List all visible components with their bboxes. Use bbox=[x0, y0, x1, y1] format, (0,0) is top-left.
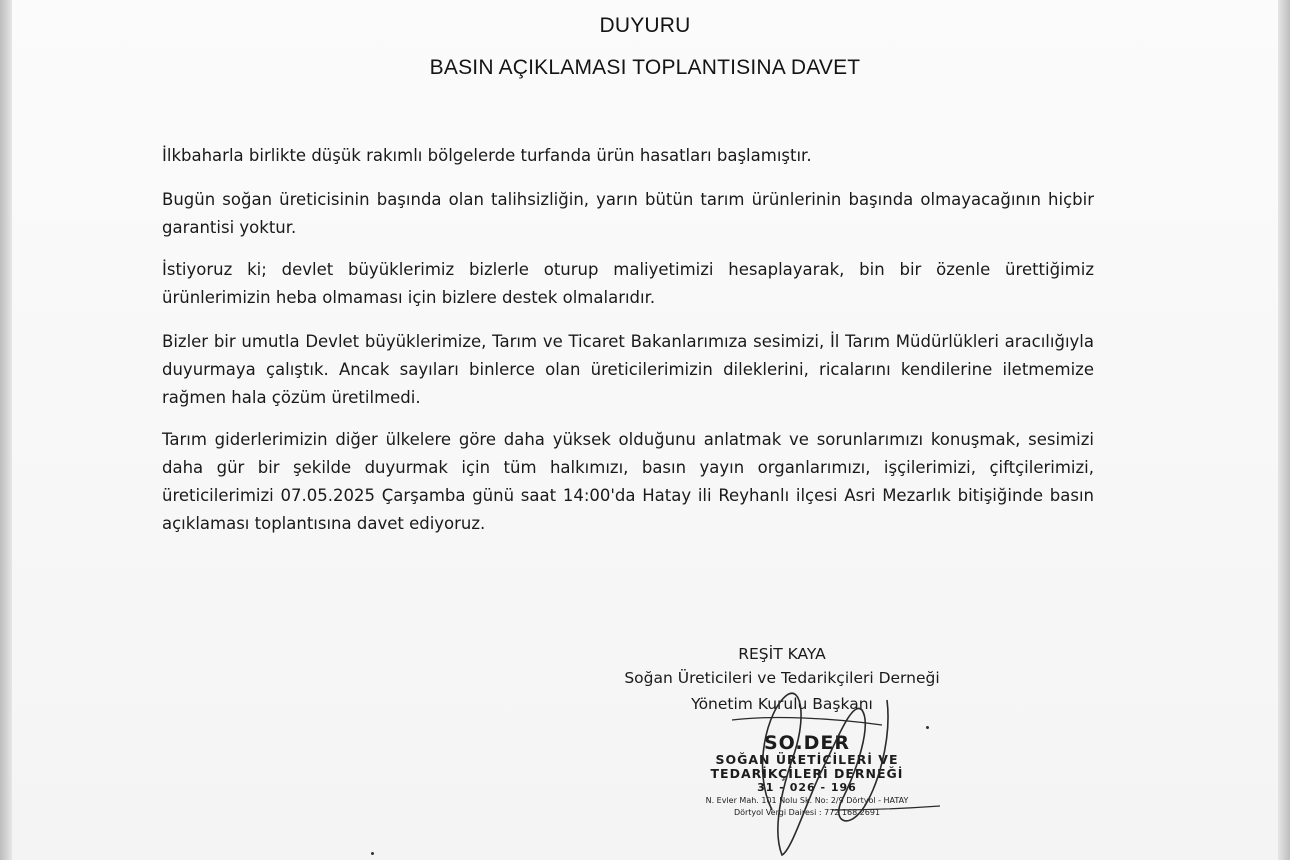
paragraph-2: Bugün soğan üreticisinin başında olan talihsizliğin, yarın bütün tarım ürünlerinin başında olmayacağının hiçbir garantisi yoktur. bbox=[162, 190, 1094, 237]
document-page bbox=[12, 0, 1278, 860]
ink-dot bbox=[371, 852, 374, 855]
page-edge-right bbox=[1278, 0, 1290, 860]
stamp-abbreviation: SO.DER bbox=[763, 732, 851, 754]
paragraph-3: İstiyoruz ki; devlet büyüklerimiz bizlerle oturup maliyetimizi hesaplayarak, bin bir özenle ürettiğimiz ürünlerimizin heba olmaması için bizlere destek olmalarıdır. bbox=[162, 260, 1094, 307]
signatory-position: Yönetim Kurulu Başkanı bbox=[691, 695, 873, 713]
stamp-address: N. Evler Mah. 101 Nolu Sk. No: 2/9 Dörtyol - HATAY bbox=[705, 796, 909, 805]
paragraph-4: Bizler bir umutla Devlet büyüklerimize, Tarım ve Ticaret Bakanlarımıza sesimizi, İl Tarım Müdürlükleri aracılığıyla duyurmaya çalıştık. Ancak sayıları binlerce olan üreticilerimizin dileklerini, ricalarını kendilerine iletmemize rağmen hala çözüm üretilmedi. bbox=[162, 332, 1094, 407]
stamp-tax-office: Dörtyol Vergi Dairesi : 772 168 2691 bbox=[733, 808, 881, 817]
stamp-registry: 31 - 026 - 196 bbox=[757, 781, 857, 794]
stamp-line-2: TEDARİKÇİLERİ DERNEĞİ bbox=[710, 766, 904, 781]
document-subtitle: BASIN AÇIKLAMASI TOPLANTISINA DAVET bbox=[429, 56, 861, 79]
paragraph-5: Tarım giderlerimizin diğer ülkelere göre daha yüksek olduğunu anlatmak ve sorunlarımızı konuşmak, sesimizi daha gür bir şekilde duyurmak için tüm halkımızı, basın yayın organlarımızı, işçilerimizi, çiftçilerimizi, üreticilerimizi 07.05.2025 Çarşamba günü saat 14:00'da Hatay ili Reyhanlı ilçesi Asri Mezarlık bitişiğinde basın açıklaması toplantısına davet ediyoruz. bbox=[162, 430, 1094, 533]
paragraph-1: İlkbaharla birlikte düşük rakımlı bölgelerde turfanda ürün hasatları başlamıştır. bbox=[162, 146, 812, 165]
signatory-organization: Soğan Üreticileri ve Tedarikçileri Derneği bbox=[624, 669, 940, 687]
document-title: DUYURU bbox=[599, 14, 691, 37]
page-edge-left bbox=[0, 0, 12, 860]
signatory-name: REŞİT KAYA bbox=[738, 645, 826, 663]
stamp-line-1: SOĞAN ÜRETİCİLERİ VE bbox=[715, 752, 899, 767]
handwritten-signature bbox=[712, 680, 962, 860]
ink-dot bbox=[926, 726, 929, 729]
